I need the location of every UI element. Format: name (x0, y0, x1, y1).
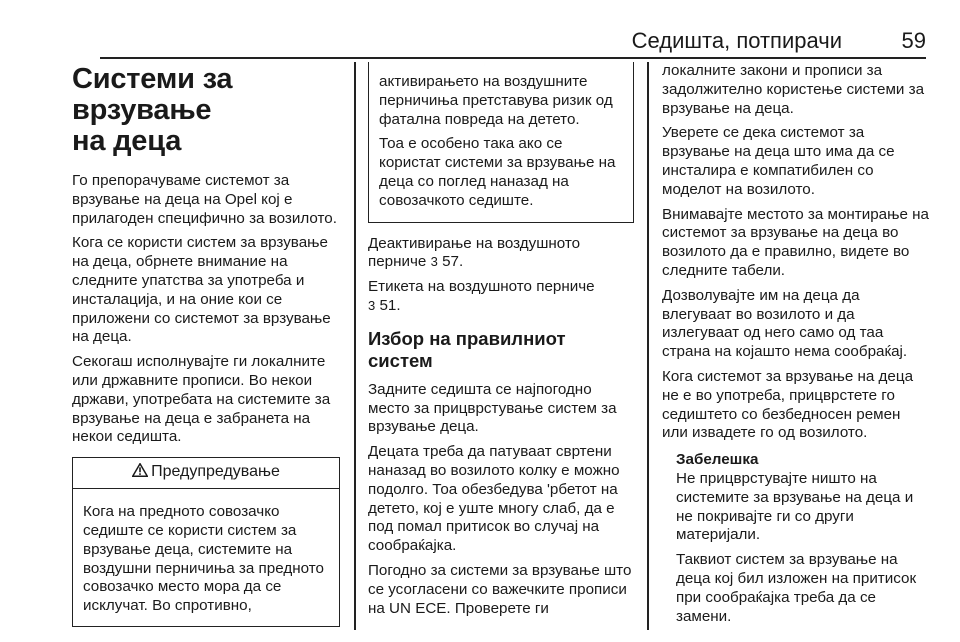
warning-box (72, 457, 340, 627)
cross-reference (368, 278, 634, 316)
warning-heading-label: Предупредување (151, 463, 280, 481)
heading-line-1: Системи за врзување (72, 63, 233, 126)
paragraph: Погодно за системи за врзување што се усогласени со важечките прописи на UN ECE. Проверете ги (368, 561, 632, 617)
note-text: Таквиот систем за врзување на деца кој бил изложен на притисок при сообраќајка треба да се замени. (676, 551, 917, 625)
heading-line-2: на деца (72, 125, 182, 157)
page-number: 59 (901, 28, 926, 53)
paragraph: Дозволувајте им на деца да влегуваат во возилото и да излегуваат од него само од таа страна на којашто нема сообраќај. (662, 286, 908, 361)
column-divider-2 (647, 62, 649, 630)
column-3 (662, 62, 930, 632)
paragraph: Кога се користи систем за врзување на деца, обрнете внимание на следните упатства за употреба и инсталација, и на оние кои се приложени со системот за врзување на деца. (72, 234, 331, 346)
reference-text: Етикета на воздушното перниче (368, 278, 595, 296)
paragraph: локалните закони и прописи за задолжително користење системи за врзување на деца. (662, 62, 925, 117)
warning-triangle-icon (132, 463, 148, 477)
paragraph: Уверете се дека системот за врзување на деца што има да се инсталира е компатибилен со моделот на возилото. (662, 124, 895, 198)
warning-box-continued (368, 62, 634, 223)
warning-text: Кога на предното совозачко седиште се користи систем за врзување деца, системите на воздушни перничиња за предното совозачко место мора да се исклучат. Во спротивно, (83, 503, 324, 615)
running-header-title: Седишта, потпирачи (631, 28, 842, 53)
paragraph: Внимавајте местото за монтирање на системот за врзување на деца во возилото да е правилно, видете во следните табели. (662, 205, 929, 279)
header-rule (100, 57, 926, 59)
column-divider-1 (354, 62, 356, 630)
note-block (662, 451, 930, 626)
paragraph: Кога системот за врзување на деца не е во употреба, прицврстете го седиштето со безбедносен ремен или извадете го од возилото. (662, 367, 914, 442)
section-heading (72, 64, 340, 157)
warning-heading (73, 458, 339, 489)
cross-reference (368, 235, 634, 273)
paragraph: Го препорачуваме системот за врзување на деца на Opel кој е прилагоден специфично за возилото. (72, 172, 337, 227)
subsection-heading: Избор на правилниот систем (368, 327, 566, 371)
paragraph: Задните седишта се најпогодно место за прицврстување систем за врзување деца. (368, 380, 617, 436)
paragraph: Децата треба да патуваат свртени наназад во возилото колку е можно подолго. Тоа обезбедува 'рбетот на детето, кој е уште многу слаб, да е под помал притисок во случај на сообраќајка. (368, 443, 620, 555)
warning-body (73, 489, 339, 626)
reference-page: 51. (379, 296, 401, 314)
paragraph: Секогаш исполнувајте ги локалните или државните прописи. Во некои држави, употребата на системите за врзување на деца е забранета на некои седишта. (72, 353, 331, 446)
warning-text: Тоа е особено така ако се користат системи за врзување на деца со поглед наназад на совозачкото седиште. (379, 135, 616, 209)
warning-text: активирањето на воздушните перничиња претставува ризик од фатална повреда на детето. (379, 73, 613, 128)
column-2 (368, 62, 634, 632)
reference-page: 57. (442, 253, 464, 271)
reference-arrow-icon: 3 (430, 254, 438, 270)
note-title: Забелешка (676, 451, 759, 469)
reference-arrow-icon: 3 (368, 297, 376, 313)
column-1 (72, 62, 340, 632)
note-text: Не прицврстувајте ништо на системите за врзување на деца и не покривајте ги со други материјали. (676, 469, 914, 544)
reference-text: Деактивирање на воздушното перниче (368, 234, 581, 271)
